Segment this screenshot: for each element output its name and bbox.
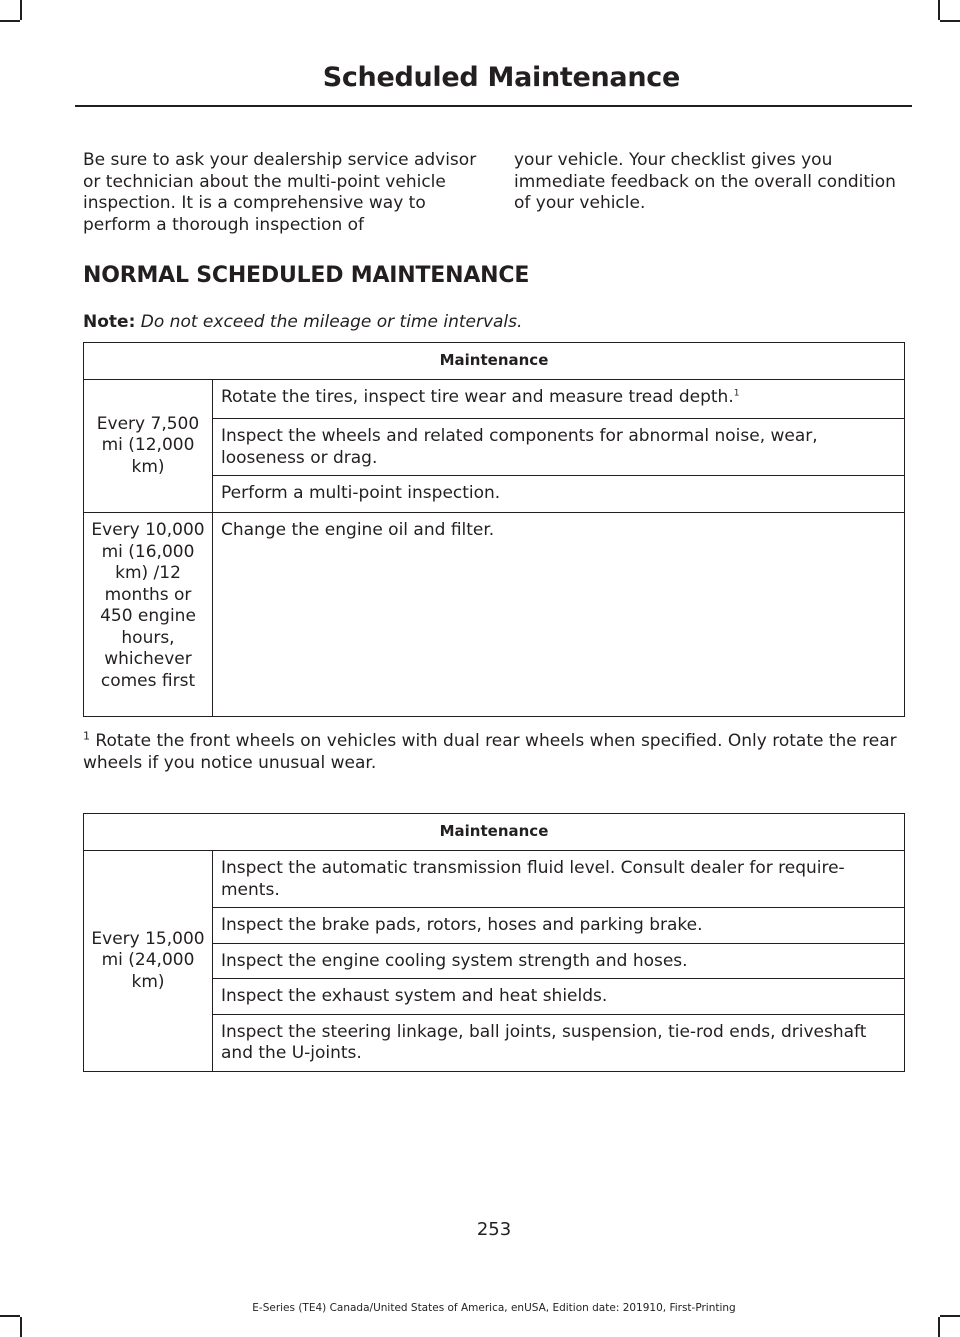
crop-mark bbox=[938, 1317, 940, 1337]
crop-mark bbox=[940, 20, 960, 22]
table-header-row bbox=[84, 814, 905, 851]
task-cell: Inspect the steering linkage, ball joints, suspension, tie-rod ends, driveshaft and the U-joints. bbox=[213, 1014, 905, 1071]
edition-footer: E-Series (TE4) Canada/United States of America, enUSA, Edition date: 201910, First-Printing bbox=[252, 1302, 736, 1314]
crop-mark bbox=[940, 1315, 960, 1317]
task-text: Rotate the tires, inspect tire wear and measure tread depth. bbox=[221, 387, 734, 407]
header-divider bbox=[75, 105, 912, 107]
task-cell: Inspect the brake pads, rotors, hoses and parking brake. bbox=[213, 908, 905, 944]
section-title: NORMAL SCHEDULED MAINTENANCE bbox=[83, 263, 530, 288]
maintenance-table-2 bbox=[83, 813, 905, 1072]
table-header: Maintenance bbox=[84, 343, 905, 380]
intro-text-left: Be sure to ask your dealership service advisor or technician about the multi-point vehicle inspection. It is a comprehensive way to perform a thorough inspection of bbox=[83, 150, 477, 235]
task-cell: Change the engine oil and filter. bbox=[213, 513, 905, 717]
task-cell: Inspect the exhaust system and heat shields. bbox=[213, 979, 905, 1015]
table-row bbox=[84, 513, 905, 717]
task-cell: Perform a multi-point inspection. bbox=[213, 476, 905, 513]
crop-mark bbox=[938, 0, 940, 20]
crop-mark bbox=[0, 20, 20, 22]
crop-mark bbox=[0, 1315, 20, 1317]
page-number: 253 bbox=[476, 1219, 512, 1240]
page-title: Scheduled Maintenance bbox=[322, 62, 680, 93]
interval-cell: Every 7,500 mi (12,000 km) bbox=[84, 380, 213, 513]
interval-cell: Every 10,000 mi (16,000 km) /12 months or 450 engine hours, whichever comes first bbox=[84, 513, 213, 717]
table-row bbox=[84, 851, 905, 908]
task-cell: Inspect the automatic transmission fluid level. Consult dealer for require-ments. bbox=[213, 851, 905, 908]
note-text: Do not exceed the mileage or time intervals. bbox=[140, 312, 523, 332]
footnote bbox=[83, 731, 903, 774]
task-cell bbox=[213, 380, 905, 419]
crop-mark bbox=[20, 0, 22, 20]
note bbox=[83, 312, 522, 332]
crop-mark bbox=[20, 1317, 22, 1337]
task-cell: Inspect the engine cooling system strength and hoses. bbox=[213, 943, 905, 979]
maintenance-table-1 bbox=[83, 342, 905, 717]
footnote-text: Rotate the front wheels on vehicles with dual rear wheels when specified. Only rotate the rear wheels if you notice unusual wear. bbox=[83, 731, 897, 773]
footnote-ref: 1 bbox=[733, 388, 740, 399]
task-cell: Inspect the wheels and related components for abnormal noise, wear, looseness or drag. bbox=[213, 419, 905, 476]
footnote-marker: 1 bbox=[83, 729, 90, 743]
table-row bbox=[84, 380, 905, 419]
table-header: Maintenance bbox=[84, 814, 905, 851]
interval-cell: Every 15,000 mi (24,000 km) bbox=[84, 851, 213, 1072]
intro-text-right: your vehicle. Your checklist gives you immediate feedback on the overall condition of your vehicle. bbox=[514, 150, 896, 213]
table-header-row bbox=[84, 343, 905, 380]
note-label: Note: bbox=[83, 312, 136, 332]
